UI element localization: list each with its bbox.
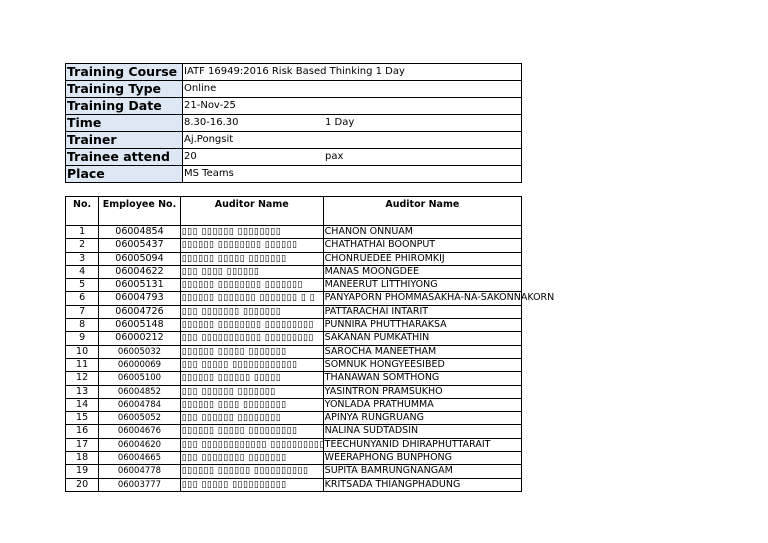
info-label: Training Type bbox=[66, 81, 183, 98]
info-row bbox=[66, 115, 522, 132]
table-row bbox=[66, 452, 522, 465]
cell-name-english: APINYA RUNGRUANG bbox=[323, 412, 521, 425]
table-row bbox=[66, 265, 522, 278]
cell-name-english: CHANON ONNUAM bbox=[323, 226, 521, 239]
cell-name-english: WEERAPHONG BUNPHONG bbox=[323, 452, 521, 465]
cell-employee-no: 06005032 bbox=[99, 345, 181, 358]
info-row bbox=[66, 81, 522, 98]
info-value-cell bbox=[183, 115, 522, 132]
table-row bbox=[66, 252, 522, 265]
table-row bbox=[66, 438, 522, 451]
table-row bbox=[66, 358, 522, 371]
cell-no: 6 bbox=[66, 292, 99, 305]
table-row bbox=[66, 412, 522, 425]
cell-name-thai: ▯▯▯ ▯▯▯▯▯ ▯▯▯▯▯▯▯▯▯▯ bbox=[180, 478, 323, 491]
info-value: 20 bbox=[184, 151, 197, 162]
table-row bbox=[66, 345, 522, 358]
cell-no: 12 bbox=[66, 372, 99, 385]
table-row bbox=[66, 279, 522, 292]
cell-employee-no: 06004676 bbox=[99, 425, 181, 438]
cell-no: 15 bbox=[66, 412, 99, 425]
cell-name-english: KRITSADA THIANGPHADUNG bbox=[323, 478, 521, 491]
info-extra: 1 Day bbox=[325, 117, 355, 128]
table-row bbox=[66, 332, 522, 345]
info-value: MS Teams bbox=[184, 168, 234, 179]
cell-name-thai: ▯▯▯▯▯▯ ▯▯▯▯▯▯ ▯▯▯▯▯▯▯▯▯▯ bbox=[180, 465, 323, 478]
cell-name-thai: ▯▯▯ ▯▯▯▯▯▯▯▯▯▯▯▯ ▯▯▯▯▯▯▯▯▯▯ bbox=[181, 439, 325, 450]
cell-name-thai: ▯▯▯ ▯▯▯▯▯▯▯ ▯▯▯▯▯▯▯ bbox=[180, 305, 323, 318]
cell-no: 18 bbox=[66, 452, 99, 465]
cell-no: 5 bbox=[66, 279, 99, 292]
cell-name-english: MANAS MOONGDEE bbox=[323, 265, 521, 278]
cell-no: 14 bbox=[66, 398, 99, 411]
cell-name-thai: ▯▯▯▯▯▯ ▯▯▯▯▯▯▯▯ ▯▯▯▯▯▯ bbox=[180, 239, 323, 252]
cell-no: 7 bbox=[66, 305, 99, 318]
header-auditor-name-english: Auditor Name bbox=[323, 197, 521, 226]
cell-employee-no: 06004854 bbox=[99, 226, 181, 239]
cell-no: 4 bbox=[66, 265, 99, 278]
cell-name-english: YONLADA PRATHUMMA bbox=[323, 398, 521, 411]
cell-name-english: PATTARACHAI INTARIT bbox=[323, 305, 521, 318]
info-row bbox=[66, 98, 522, 115]
roster-body bbox=[66, 226, 555, 492]
cell-no: 19 bbox=[66, 465, 99, 478]
info-value: IATF 16949:2016 Risk Based Thinking 1 Day bbox=[184, 66, 405, 77]
cell-no: 9 bbox=[66, 332, 99, 345]
cell-no: 11 bbox=[66, 358, 99, 371]
cell-employee-no: 06004793 bbox=[99, 292, 181, 305]
training-info-table bbox=[65, 63, 522, 183]
table-row bbox=[66, 465, 522, 478]
info-value-cell bbox=[183, 132, 522, 149]
cell-employee-no: 06005131 bbox=[99, 279, 181, 292]
cell-employee-no: 06000069 bbox=[99, 358, 181, 371]
table-row bbox=[66, 385, 522, 398]
cell-name-english: SUPITA BAMRUNGNANGAM bbox=[323, 465, 521, 478]
info-row bbox=[66, 149, 522, 166]
cell-name-english: NALINA SUDTADSIN bbox=[323, 425, 521, 438]
cell-name-english: SOMNUK HONGYEESIBED bbox=[323, 358, 521, 371]
cell-name-english: CHONRUEDEE PHIROMKIJ bbox=[323, 252, 521, 265]
info-value-cell bbox=[183, 98, 522, 115]
trainee-roster-table bbox=[65, 196, 555, 492]
cell-employee-no: 06005052 bbox=[99, 412, 181, 425]
table-row bbox=[66, 372, 522, 385]
cell-no: 20 bbox=[66, 478, 99, 491]
table-row bbox=[66, 305, 522, 318]
cell-employee-no: 06004620 bbox=[99, 438, 181, 451]
header-employee-no: Employee No. bbox=[99, 197, 181, 226]
cell-name-thai: ▯▯▯▯▯▯ ▯▯▯▯▯ ▯▯▯▯▯▯▯ bbox=[180, 345, 323, 358]
info-value: 21-Nov-25 bbox=[184, 100, 236, 111]
cell-employee-no: 06004726 bbox=[99, 305, 181, 318]
table-row bbox=[66, 292, 522, 305]
cell-name-thai: ▯▯▯ ▯▯▯▯▯▯ ▯▯▯▯▯▯▯▯ bbox=[180, 412, 323, 425]
info-label: Training Course bbox=[66, 64, 183, 81]
info-extra: pax bbox=[325, 151, 344, 162]
info-label: Trainer bbox=[66, 132, 183, 149]
info-row bbox=[66, 166, 522, 183]
cell-employee-no: 06004665 bbox=[99, 452, 181, 465]
header-auditor-name-thai: Auditor Name bbox=[180, 197, 323, 226]
info-label: Place bbox=[66, 166, 183, 183]
info-value-cell bbox=[183, 149, 522, 166]
info-value-cell bbox=[183, 64, 522, 81]
info-value-cell bbox=[183, 166, 522, 183]
cell-employee-no: 06004622 bbox=[99, 265, 181, 278]
cell-name-thai: ▯▯▯▯▯▯ ▯▯▯▯▯ ▯▯▯▯▯▯▯▯▯ bbox=[180, 425, 323, 438]
table-row bbox=[66, 226, 522, 239]
cell-no: 16 bbox=[66, 425, 99, 438]
cell-name-english: PANYAPORN PHOMMASAKHA-NA-SAKONNAKORN bbox=[324, 292, 555, 304]
roster-header-row bbox=[66, 197, 522, 226]
cell-name-english: MANEERUT LITTHIYONG bbox=[323, 279, 521, 292]
training-info-body bbox=[66, 64, 522, 183]
cell-name-thai: ▯▯▯ ▯▯▯▯ ▯▯▯▯▯▯ bbox=[180, 265, 323, 278]
cell-no: 17 bbox=[66, 438, 99, 451]
cell-no: 13 bbox=[66, 385, 99, 398]
cell-name-thai: ▯▯▯▯▯▯ ▯▯▯▯▯▯▯ ▯▯▯▯▯▯▯ ▯ ▯ bbox=[180, 292, 323, 305]
cell-name-english: YASINTRON PRAMSUKHO bbox=[323, 385, 521, 398]
cell-no: 10 bbox=[66, 345, 99, 358]
info-row bbox=[66, 64, 522, 81]
cell-employee-no: 06005100 bbox=[99, 372, 181, 385]
cell-employee-no: 06000212 bbox=[99, 332, 181, 345]
cell-name-english: TEECHUNYANID DHIRAPHUTTARAIT bbox=[323, 438, 521, 451]
table-row bbox=[66, 319, 522, 332]
cell-employee-no: 06004778 bbox=[99, 465, 181, 478]
info-row bbox=[66, 132, 522, 149]
cell-name-thai: ▯▯▯ ▯▯▯▯▯▯▯▯ ▯▯▯▯▯▯▯ bbox=[180, 452, 323, 465]
info-label: Trainee attend bbox=[66, 149, 183, 166]
cell-name-thai: ▯▯▯▯▯▯ ▯▯▯▯▯▯▯▯ ▯▯▯▯▯▯▯▯▯ bbox=[180, 319, 323, 332]
cell-name-english: CHATHATHAI BOONPUT bbox=[323, 239, 521, 252]
cell-name-english: THANAWAN SOMTHONG bbox=[323, 372, 521, 385]
cell-no: 1 bbox=[66, 226, 99, 239]
info-value: 8.30-16.30 bbox=[184, 117, 239, 128]
table-row bbox=[66, 398, 522, 411]
cell-employee-no: 06003777 bbox=[99, 478, 181, 491]
cell-name-thai: ▯▯▯ ▯▯▯▯▯ ▯▯▯▯▯▯▯▯▯▯▯▯ bbox=[180, 358, 323, 371]
cell-name-thai: ▯▯▯▯▯▯ ▯▯▯▯▯▯▯▯ ▯▯▯▯▯▯▯ bbox=[180, 279, 323, 292]
cell-name-thai: ▯▯▯▯▯▯ ▯▯▯▯ ▯▯▯▯▯▯▯▯ bbox=[180, 398, 323, 411]
cell-name-english: PUNNIRA PHUTTHARAKSA bbox=[323, 319, 521, 332]
info-value: Online bbox=[184, 83, 217, 94]
cell-name-english: SAROCHA MANEETHAM bbox=[323, 345, 521, 358]
info-label: Time bbox=[66, 115, 183, 132]
cell-name-english: SAKANAN PUMKATHIN bbox=[323, 332, 521, 345]
cell-employee-no: 06004852 bbox=[99, 385, 181, 398]
cell-no: 3 bbox=[66, 252, 99, 265]
cell-no: 8 bbox=[66, 319, 99, 332]
info-value: Aj.Pongsit bbox=[184, 134, 234, 145]
header-no: No. bbox=[66, 197, 99, 226]
cell-employee-no: 06005094 bbox=[99, 252, 181, 265]
table-row bbox=[66, 239, 522, 252]
cell-employee-no: 06005437 bbox=[99, 239, 181, 252]
info-value-cell bbox=[183, 81, 522, 98]
cell-no: 2 bbox=[66, 239, 99, 252]
table-row bbox=[66, 478, 522, 491]
info-label: Training Date bbox=[66, 98, 183, 115]
cell-employee-no: 06004784 bbox=[99, 398, 181, 411]
cell-name-thai: ▯▯▯ ▯▯▯▯▯▯▯▯▯▯▯ ▯▯▯▯▯▯▯▯▯ bbox=[180, 332, 323, 345]
cell-name-thai: ▯▯▯ ▯▯▯▯▯▯ ▯▯▯▯▯▯▯ bbox=[180, 385, 323, 398]
cell-employee-no: 06005148 bbox=[99, 319, 181, 332]
cell-name-thai: ▯▯▯▯▯▯ ▯▯▯▯▯▯ ▯▯▯▯▯ bbox=[180, 372, 323, 385]
cell-name-thai: ▯▯▯ ▯▯▯▯▯▯ ▯▯▯▯▯▯▯▯ bbox=[180, 226, 323, 239]
table-row bbox=[66, 425, 522, 438]
cell-name-thai: ▯▯▯▯▯▯ ▯▯▯▯▯ ▯▯▯▯▯▯▯ bbox=[180, 252, 323, 265]
